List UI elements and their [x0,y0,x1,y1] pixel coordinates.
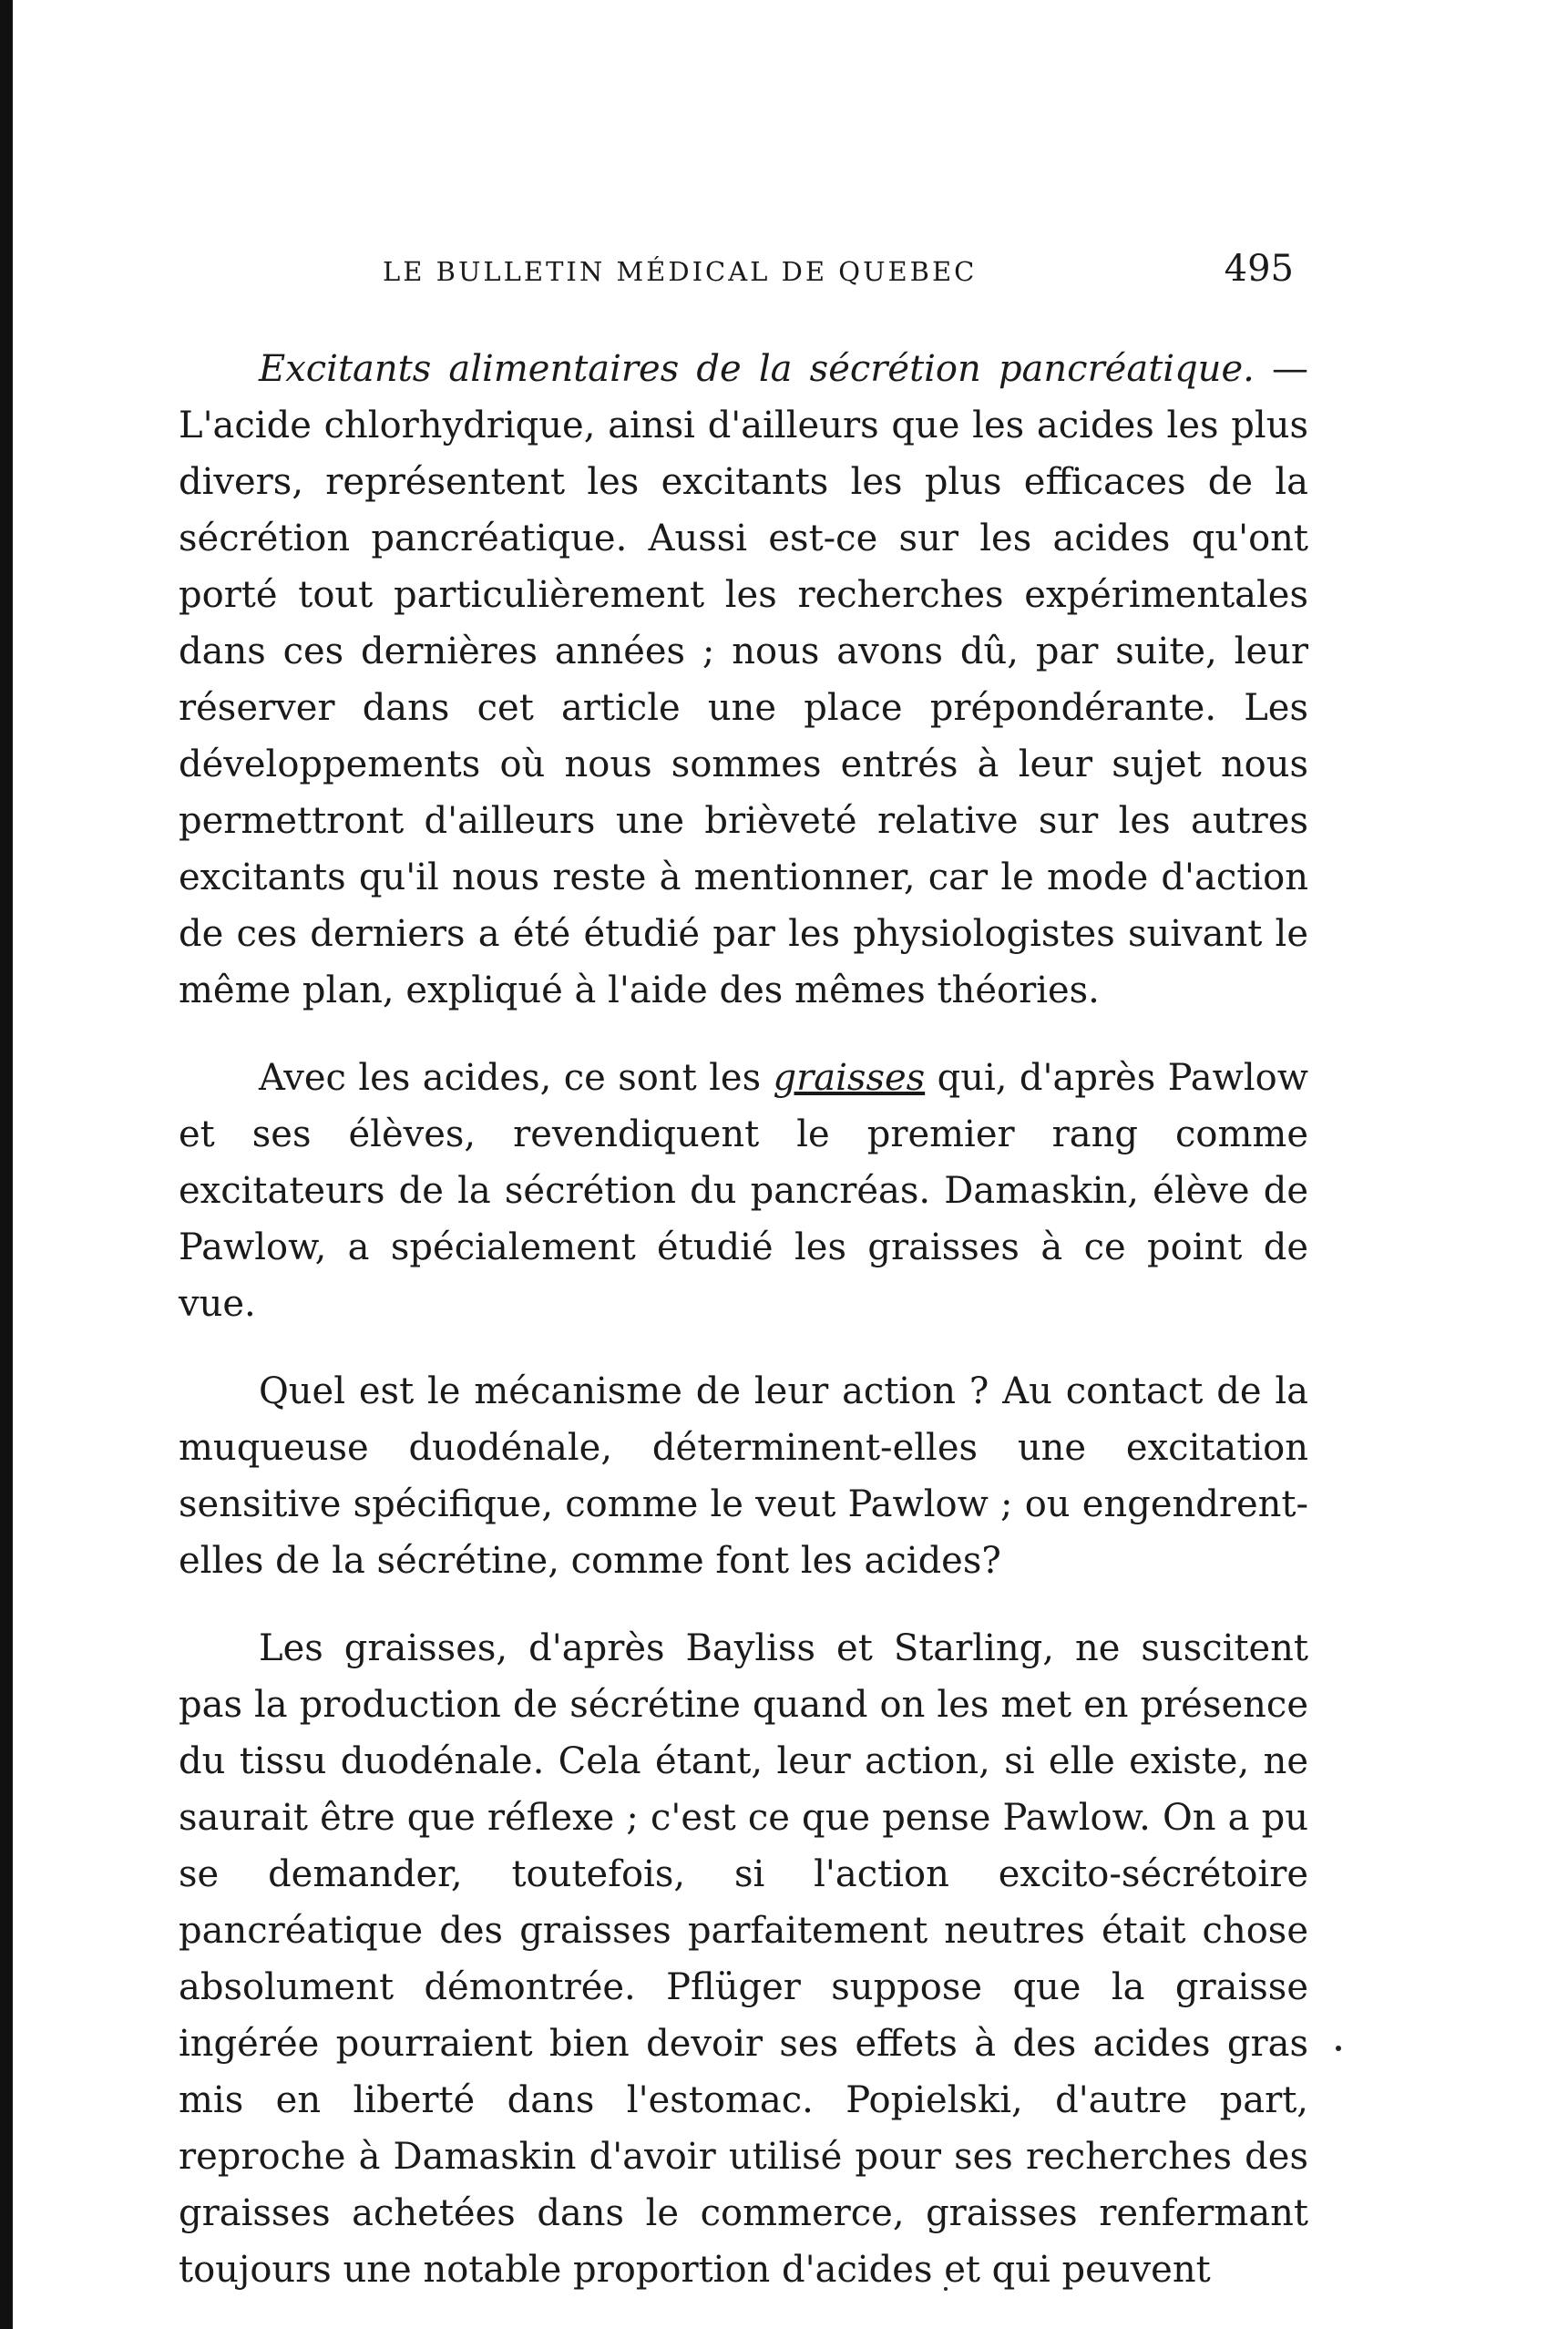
paragraph [179,1363,1308,1589]
paragraph-text: qui, d'après Pawlow et ses élèves, revendiquent le premier rang comme excitateurs de la sécrétion du pancréas. Damaskin, élève de Pawlow, a spécialement étudié les graisses à ce point de vue. [179,1057,1309,1325]
scanned-page-edge [0,0,13,2329]
page-header [383,248,1294,303]
paragraph-text: Les graisses, d'après Bayliss et Starling, ne suscitent pas la production de sécrétine quand on les met en présence du tissu duodénale. Cela étant, leur action, si elle existe, ne saurait être que réflexe ; c'est ce que pense Pawlow. On a pu se demander, toutefois, si l'action excito-sécrétoire pancréatique des graisses parfaitement neutres était chose absolument démontrée. Pflüger suppose que la graisse ingérée pourraient bien devoir ses effets à des acides gras mis en liberté dans l'estomac. Popielski, d'autre part, reproche à Damaskin d'avoir utilisé pour ses recherches des graisses achetées dans le commerce, graisses renfermant toujours une notable proportion d'acides et qui peuvent [179,1627,1308,2291]
paragraph [179,1620,1308,2298]
emphasized-term: graisses [773,1057,926,1099]
body-text [179,341,1308,2329]
page-number: 495 [1224,248,1294,290]
paragraph-text: Avec les acides, ce sont les [259,1057,774,1099]
title-dash: — [1254,348,1308,390]
paragraph [179,341,1308,1019]
paragraph [179,1050,1308,1332]
paragraph-text: L'acide chlorhydrique, ainsi d'ailleurs que les acides les plus divers, représentent les excitants les plus efficaces de la sécrétion pancréatique. Aussi est-ce sur les acides qu'ont porté tout particulièrement les recherches expérimentales dans ces dernières années ; nous avons dû, par suite, leur réserver dans cet article une place prépondérante. Les développements où nous sommes entrés à leur sujet nous permettront d'ailleurs une brièveté relative sur les autres excitants qu'il nous reste à mentionner, car le mode d'action de ces derniers a été étudié par les physiologistes suivant le même plan, expliqué à l'aide des mêmes théories. [179,405,1308,1011]
running-title: LE BULLETIN MÉDICAL DE QUEBEC [383,256,978,287]
scan-speck [1336,2046,1341,2051]
paragraph-text: Quel est le mécanisme de leur action ? Au contact de la muqueuse duodénale, déterminent-elles une excitation sensitive spécifique, comme le veut Pawlow ; ou engendrent-elles de la sécrétine, comme font les acides? [179,1370,1308,1582]
section-title: Excitants alimentaires de la sécrétion pancréatique. [259,348,1255,390]
